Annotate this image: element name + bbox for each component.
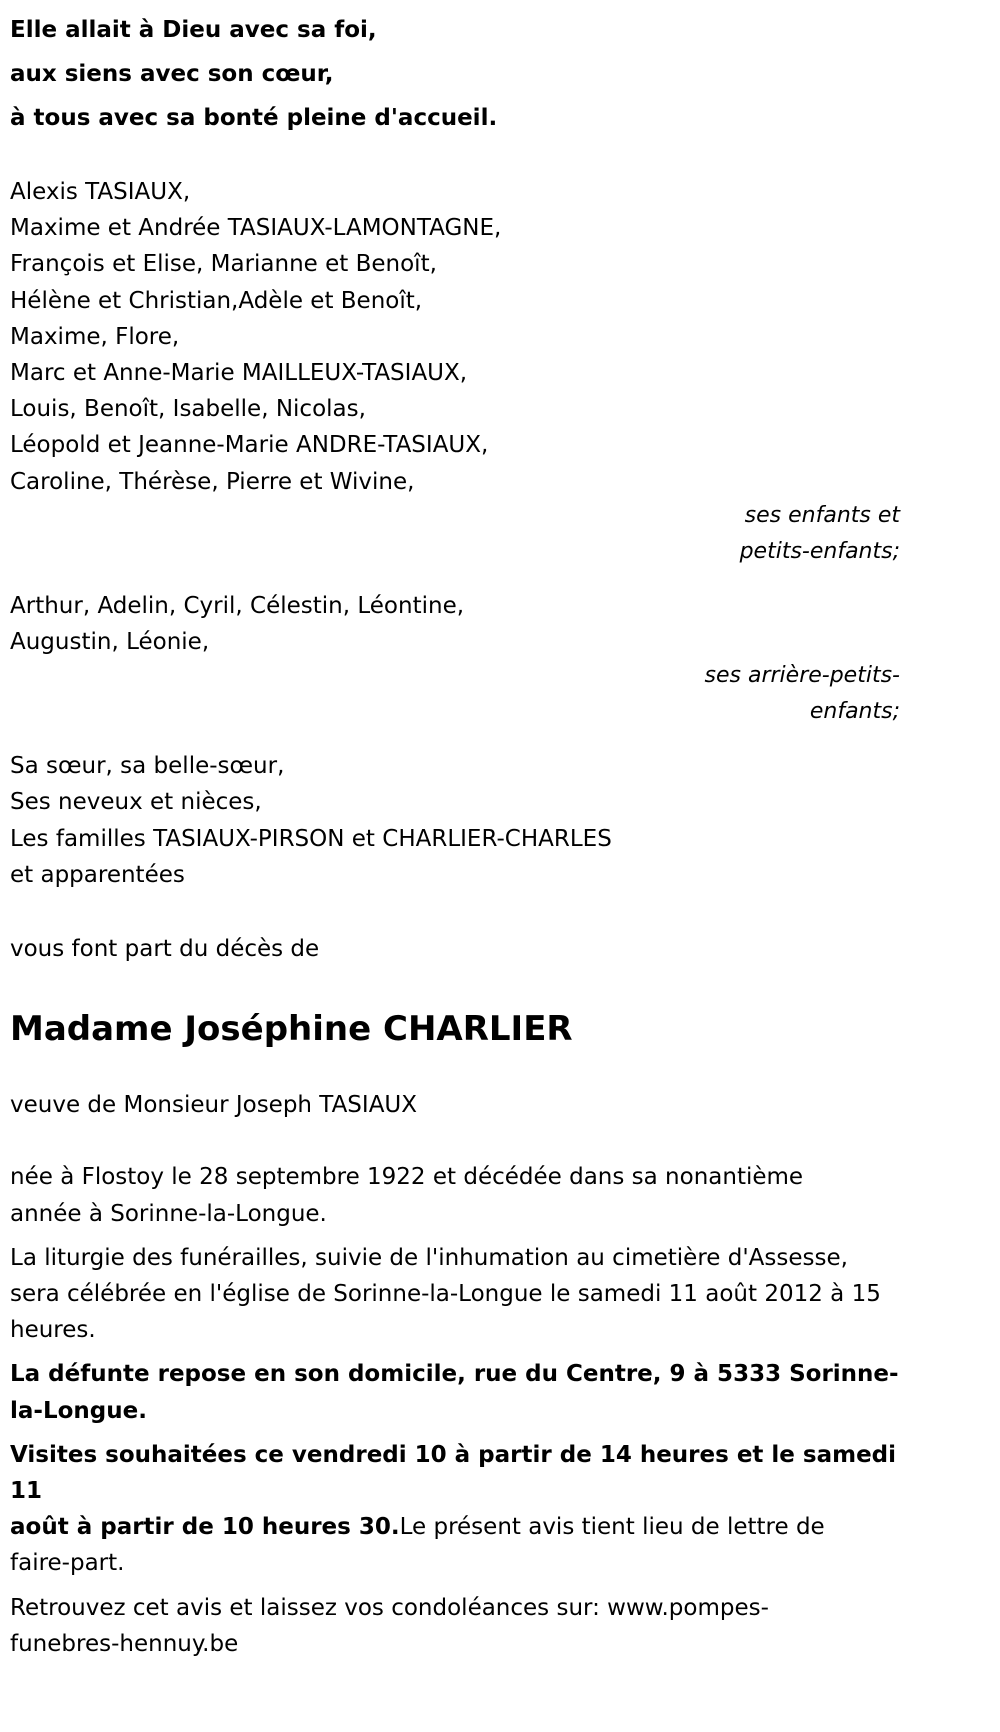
announcement-text: vous font part du décès de — [10, 936, 320, 963]
relation-line: ses enfants et — [744, 502, 900, 528]
opening-quote — [10, 0, 900, 140]
family-line: Arthur, Adelin, Cyril, Célestin, Léontine, — [10, 592, 465, 619]
family-line: Caroline, Thérèse, Pierre et Wivine, — [10, 468, 415, 495]
quote-line: aux siens avec son cœur, — [10, 61, 334, 87]
birth-death-paragraph: née à Flostoy le 28 septembre 1922 et décédée dans sa nonantième année à Sorinne-la-Longue. — [10, 1164, 804, 1227]
family-line: Augustin, Léonie, — [10, 629, 210, 656]
family-line: et apparentées — [10, 861, 185, 888]
great-grandchildren-list — [10, 588, 900, 660]
condolences-paragraph: Retrouvez cet avis et laissez vos condoléances sur: www.pompes- funebres-hennuy.be — [10, 1590, 900, 1662]
relation-line: ses arrière-petits- — [704, 663, 900, 689]
rest-location-paragraph: La défunte repose en son domicile, rue du Centre, 9 à 5333 Sorinne- la-Longue. — [10, 1361, 899, 1424]
funeral-paragraph: La liturgie des funérailles, suivie de l'inhumation au cimetière d'Assesse, sera célébrée en l'église de Sorinne-la-Longue le samedi 11 août 2012 à 15 heures. — [10, 1244, 881, 1344]
family-line: Léopold et Jeanne-Marie ANDRE-TASIAUX, — [10, 432, 489, 459]
family-line: Ses neveux et nièces, — [10, 789, 262, 816]
family-line: Maxime, Flore, — [10, 323, 180, 350]
children-relation — [10, 498, 900, 570]
family-line: Louis, Benoît, Isabelle, Nicolas, — [10, 396, 366, 423]
deceased-name: Madame Joséphine CHARLIER — [10, 1009, 573, 1050]
quote-line: Elle allait à Dieu avec sa foi, — [10, 17, 377, 43]
family-line: Marc et Anne-Marie MAILLEUX-TASIAUX, — [10, 360, 468, 387]
family-line: Les familles TASIAUX-PIRSON et CHARLIER-CHARLES — [10, 825, 612, 852]
family-line: Sa sœur, sa belle-sœur, — [10, 753, 285, 780]
great-grandchildren-relation — [10, 658, 900, 730]
relation-line: enfants; — [809, 699, 900, 725]
other-relatives-list — [10, 748, 900, 893]
family-line: Maxime et Andrée TASIAUX-LAMONTAGNE, — [10, 215, 502, 242]
family-line: François et Elise, Marianne et Benoît, — [10, 251, 437, 278]
quote-line: à tous avec sa bonté pleine d'accueil. — [10, 105, 498, 131]
family-line: Alexis TASIAUX, — [10, 179, 191, 205]
condolences-link[interactable]: funebres-hennuy.be — [10, 1630, 239, 1657]
family-line: Hélène et Christian,Adèle et Benoît, — [10, 287, 423, 314]
visits-paragraph: Visites souhaitées ce vendredi 10 à partir de 14 heures et le samedi 11 août à partir de 10 heures 30.Le présent avis tient lieu de lettre de faire-part. — [10, 1441, 897, 1577]
widow-of-text: veuve de Monsieur Joseph TASIAUX — [10, 1092, 418, 1119]
children-list — [10, 174, 900, 500]
relation-line: petits-enfants; — [739, 538, 900, 564]
